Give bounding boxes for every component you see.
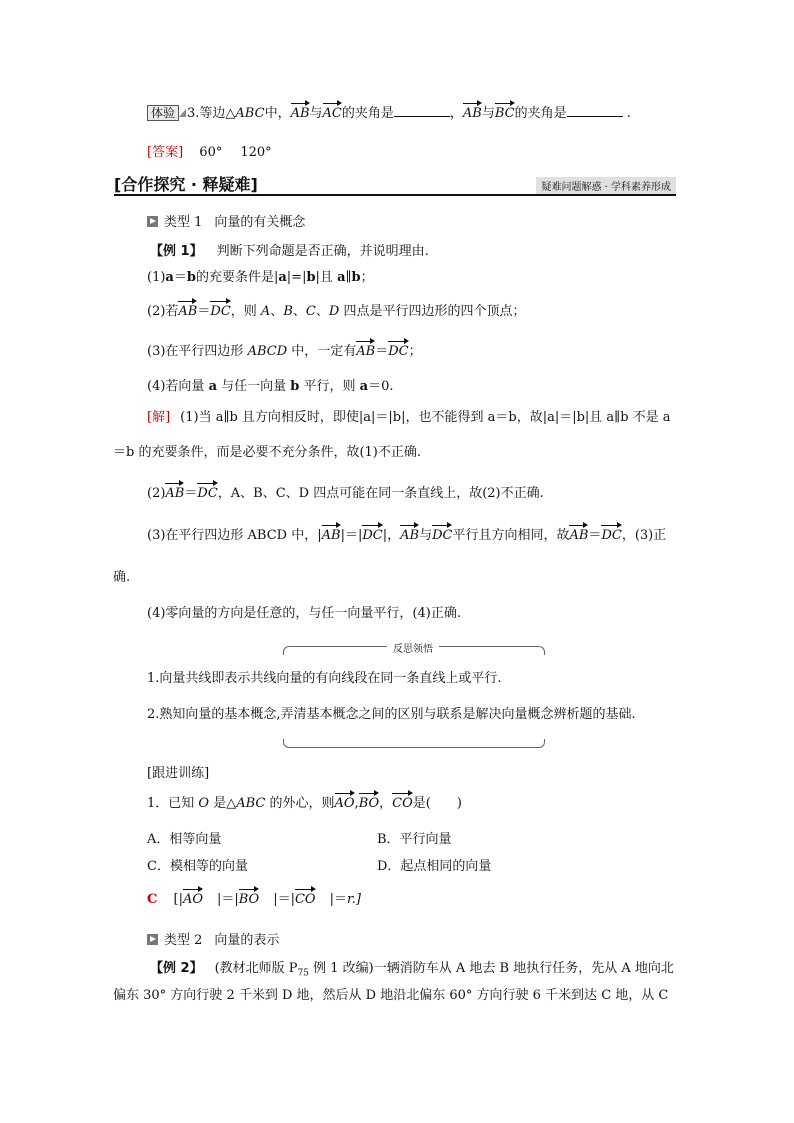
solution-label: [解] [147, 410, 171, 425]
solution-line-2: ＝b 的充要条件，而是必要不充分条件，故(1)不正确. [113, 445, 422, 460]
solution-3-cont: 确. [113, 570, 131, 585]
option-d: D．起点相同的向量 [377, 859, 492, 874]
section-header [114, 172, 676, 196]
answer-blank-2 [567, 105, 623, 117]
play-icon [147, 216, 158, 227]
answer-label: [答案] [147, 145, 184, 160]
experience-tag: 体验 [147, 105, 179, 121]
reflection-title: 反思领悟 [387, 640, 439, 655]
answer-line: [答案] 60° 120° [147, 145, 272, 160]
section-title: [合作探究 · 释疑难] [114, 175, 258, 194]
vector-ac: AC [323, 102, 342, 120]
vector-bc: BC [495, 102, 515, 120]
vector-ab: AB [291, 102, 310, 120]
answer-letter: C [147, 892, 158, 907]
example-1: 【例 1】 判断下列命题是否正确，并说明理由. [150, 244, 429, 259]
reflection-box [283, 640, 543, 748]
proposition-3: (3)在平行四边形 ABCD 中，一定有AB＝DC； [147, 340, 422, 359]
option-a: A．相等向量 [147, 832, 222, 847]
proposition-2: (2)若AB＝DC，则 A、B、C、D 四点是平行四边形的四个顶点； [147, 300, 525, 319]
example-2-line-2: 偏东 30° 方向行驶 2 千米到 D 地，然后从 D 地沿北偏东 60° 方向行驶 6 千米到达 C 地，从 C [113, 988, 669, 1003]
play-icon [147, 934, 158, 945]
solution-line-1: [解] (1)当 a∥b 且方向相反时，即使|a|＝|b|，也不能得到 a＝b，故|a|＝|b|且 a∥b 不是 a [147, 410, 671, 425]
section-subtitle: 疑难问题解惑 · 学科素养形成 [536, 177, 676, 194]
example-2-line-1: 【例 2】 (教材北师版 $P_{75}$ 例 1 改编)一辆消防车从 A 地去 B 地执行任务，先从 A 地向北 [150, 961, 674, 979]
experience-question: 体验 3.等边△ABC中，AB与AC的夹角是 ，AB与BC的夹角是 . [147, 102, 631, 121]
type-1-heading: 类型 1 向量的有关概念 [147, 211, 305, 230]
proposition-1: (1)a＝b的充要条件是|a|=|b|且 a∥b； [147, 270, 374, 285]
option-b: B．平行向量 [377, 832, 452, 847]
solution-3: (3)在平行四边形 ABCD 中，|AB|＝|DC|，AB与DC平行且方向相同，故AB＝DC，(3)正 [147, 524, 666, 543]
question-1: 1．已知 O 是△ABC 的外心，则AO,BO，CO是( ) [147, 792, 462, 811]
reflection-item-1: 1.向量共线即表示共线向量的有向线段在同一条直线上或平行. [147, 671, 502, 686]
option-c: C．模相等的向量 [147, 859, 248, 874]
solution-4: (4)零向量的方向是任意的，与任一向量平行，(4)正确. [147, 606, 461, 621]
answer-1: C [|AO |＝|BO |＝|CO |＝r.] [147, 888, 361, 907]
follow-up-label: [跟进训练] [147, 766, 210, 781]
type-2-heading: 类型 2 向量的表示 [147, 929, 279, 948]
proposition-4: (4)若向量 a 与任一向量 b 平行，则 a＝0. [147, 379, 394, 394]
reflection-item-2: 2.熟知向量的基本概念,弄清基本概念之间的区别与联系是解决向量概念辨析题的基础. [147, 707, 636, 722]
solution-2: (2)AB＝DC，A、B、C、D 四点可能在同一条直线上，故(2)不正确. [147, 482, 544, 501]
answer-blank-1 [394, 105, 450, 117]
